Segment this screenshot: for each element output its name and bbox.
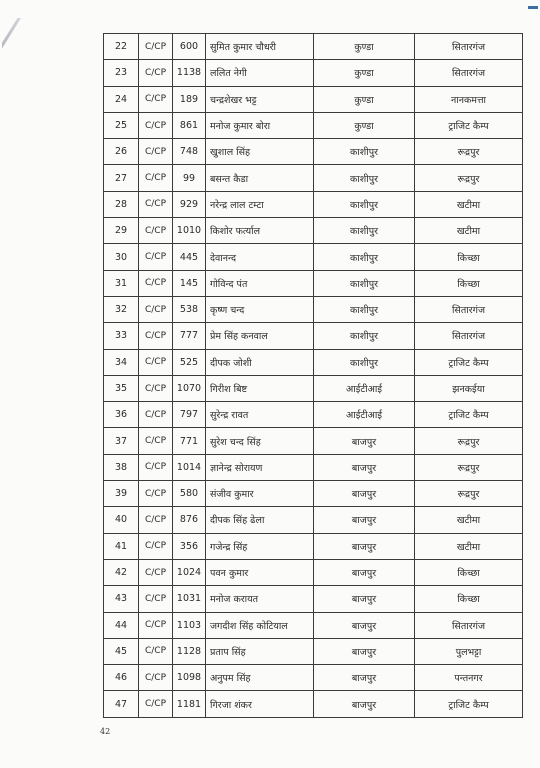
from-location-cell: काशीपुर [314,270,415,296]
serial-number-cell: 39 [104,481,139,507]
name-cell: सुरेश चन्द सिंह [206,428,314,454]
category-cell: C/CP [139,139,173,165]
table-row [104,533,523,559]
from-location-cell: कुण्डा [314,60,415,86]
category-cell: C/CP [139,428,173,454]
from-location-cell: काशीपुर [314,165,415,191]
from-location-cell: बाजपुर [314,665,415,691]
from-location-cell: बाजपुर [314,586,415,612]
serial-number-cell: 26 [104,139,139,165]
name-cell: गोविन्द पंत [206,270,314,296]
table-row [104,507,523,533]
category-cell: C/CP [139,586,173,612]
table-row [104,112,523,138]
badge-number-cell: 771 [173,428,206,454]
table-row [104,34,523,60]
badge-number-cell: 1014 [173,454,206,480]
to-location-cell: सितारगंज [415,612,523,638]
table-row [104,375,523,401]
category-cell: C/CP [139,533,173,559]
to-location-cell: रूद्रपुर [415,165,523,191]
table-row [104,60,523,86]
name-cell: गिरीश बिष्ट [206,375,314,401]
name-cell: पवन कुमार [206,559,314,585]
category-cell: C/CP [139,270,173,296]
category-cell: C/CP [139,691,173,717]
category-cell: C/CP [139,481,173,507]
to-location-cell: किच्छा [415,244,523,270]
category-cell: C/CP [139,244,173,270]
serial-number-cell: 38 [104,454,139,480]
to-location-cell: झनकईया [415,375,523,401]
to-location-cell: सितारगंज [415,34,523,60]
category-cell: C/CP [139,375,173,401]
category-cell: C/CP [139,612,173,638]
to-location-cell: किच्छा [415,559,523,585]
table-row [104,691,523,717]
serial-number-cell: 23 [104,60,139,86]
name-cell: सुरेन्द्र रावत [206,402,314,428]
badge-number-cell: 1010 [173,218,206,244]
serial-number-cell: 46 [104,665,139,691]
table-row [104,665,523,691]
name-cell: गिरजा शंकर [206,691,314,717]
badge-number-cell: 600 [173,34,206,60]
to-location-cell: खटीमा [415,507,523,533]
from-location-cell: बाजपुर [314,454,415,480]
serial-number-cell: 32 [104,296,139,322]
name-cell: प्रेम सिंह कनवाल [206,323,314,349]
from-location-cell: काशीपुर [314,218,415,244]
category-cell: C/CP [139,507,173,533]
badge-number-cell: 1098 [173,665,206,691]
category-cell: C/CP [139,112,173,138]
badge-number-cell: 777 [173,323,206,349]
table-row [104,612,523,638]
name-cell: कृष्ण चन्द [206,296,314,322]
to-location-cell: सितारगंज [415,323,523,349]
badge-number-cell: 356 [173,533,206,559]
to-location-cell: खटीमा [415,533,523,559]
category-cell: C/CP [139,323,173,349]
badge-number-cell: 1024 [173,559,206,585]
table-row [104,428,523,454]
table-row [104,244,523,270]
to-location-cell: पुलभट्टा [415,638,523,664]
serial-number-cell: 25 [104,112,139,138]
badge-number-cell: 145 [173,270,206,296]
name-cell: दीपक सिंह ढेला [206,507,314,533]
table-row [104,218,523,244]
name-cell: बसन्त कैडा [206,165,314,191]
from-location-cell: बाजपुर [314,691,415,717]
name-cell: सुमित कुमार चौधरी [206,34,314,60]
badge-number-cell: 580 [173,481,206,507]
badge-number-cell: 525 [173,349,206,375]
serial-number-cell: 30 [104,244,139,270]
from-location-cell: काशीपुर [314,139,415,165]
from-location-cell: बाजपुर [314,481,415,507]
serial-number-cell: 47 [104,691,139,717]
category-cell: C/CP [139,402,173,428]
table-body [104,34,523,718]
category-cell: C/CP [139,559,173,585]
to-location-cell: नानकमत्ता [415,86,523,112]
name-cell: नरेन्द्र लाल टम्टा [206,191,314,217]
to-location-cell: ट्राजिट कैम्प [415,349,523,375]
serial-number-cell: 45 [104,638,139,664]
table-row [104,402,523,428]
to-location-cell: खटीमा [415,218,523,244]
category-cell: C/CP [139,191,173,217]
category-cell: C/CP [139,86,173,112]
name-cell: दीपक जोशी [206,349,314,375]
name-cell: चन्द्रशेखर भट्ट [206,86,314,112]
badge-number-cell: 445 [173,244,206,270]
table-row [104,296,523,322]
from-location-cell: काशीपुर [314,296,415,322]
badge-number-cell: 1103 [173,612,206,638]
name-cell: गजेन्द्र सिंह [206,533,314,559]
from-location-cell: काशीपुर [314,244,415,270]
serial-number-cell: 24 [104,86,139,112]
category-cell: C/CP [139,34,173,60]
badge-number-cell: 99 [173,165,206,191]
to-location-cell: रूद्रपुर [415,454,523,480]
to-location-cell: रूद्रपुर [415,428,523,454]
serial-number-cell: 27 [104,165,139,191]
scan-edge-mark [2,18,48,110]
table-row [104,559,523,585]
table-row [104,638,523,664]
from-location-cell: बाजपुर [314,428,415,454]
serial-number-cell: 35 [104,375,139,401]
from-location-cell: बाजपुर [314,612,415,638]
badge-number-cell: 1181 [173,691,206,717]
page-number: 42 [100,727,111,736]
serial-number-cell: 37 [104,428,139,454]
to-location-cell: ट्राजिट कैम्प [415,691,523,717]
table-row [104,349,523,375]
name-cell: संजीव कुमार [206,481,314,507]
serial-number-cell: 31 [104,270,139,296]
table-row [104,191,523,217]
name-cell: अनुपम सिंह [206,665,314,691]
table-row [104,270,523,296]
badge-number-cell: 1031 [173,586,206,612]
category-cell: C/CP [139,665,173,691]
serial-number-cell: 29 [104,218,139,244]
name-cell: किशोर फर्त्याल [206,218,314,244]
from-location-cell: आईटीआई [314,375,415,401]
category-cell: C/CP [139,638,173,664]
serial-number-cell: 33 [104,323,139,349]
from-location-cell: बाजपुर [314,638,415,664]
serial-number-cell: 41 [104,533,139,559]
table-row [104,323,523,349]
to-location-cell: रूद्रपुर [415,481,523,507]
badge-number-cell: 929 [173,191,206,217]
category-cell: C/CP [139,454,173,480]
to-location-cell: सितारगंज [415,296,523,322]
serial-number-cell: 40 [104,507,139,533]
table-row [104,139,523,165]
to-location-cell: पन्तनगर [415,665,523,691]
badge-number-cell: 797 [173,402,206,428]
from-location-cell: बाजपुर [314,559,415,585]
name-cell: प्रताप सिंह [206,638,314,664]
badge-number-cell: 538 [173,296,206,322]
serial-number-cell: 44 [104,612,139,638]
name-cell: खुशाल सिंह [206,139,314,165]
badge-number-cell: 1138 [173,60,206,86]
table-row [104,454,523,480]
category-cell: C/CP [139,165,173,191]
serial-number-cell: 36 [104,402,139,428]
from-location-cell: बाजपुर [314,507,415,533]
category-cell: C/CP [139,349,173,375]
name-cell: देवानन्द [206,244,314,270]
from-location-cell: कुण्डा [314,34,415,60]
to-location-cell: ट्राजिट कैम्प [415,112,523,138]
badge-number-cell: 861 [173,112,206,138]
table-row [104,86,523,112]
to-location-cell: ट्राजिट कैम्प [415,402,523,428]
transfer-table [103,33,523,718]
from-location-cell: काशीपुर [314,349,415,375]
serial-number-cell: 22 [104,34,139,60]
name-cell: ज्ञानेन्द्र सोरायण [206,454,314,480]
to-location-cell: सितारगंज [415,60,523,86]
serial-number-cell: 42 [104,559,139,585]
name-cell: जगदीश सिंह कोटियाल [206,612,314,638]
serial-number-cell: 43 [104,586,139,612]
badge-number-cell: 1128 [173,638,206,664]
from-location-cell: काशीपुर [314,191,415,217]
corner-mark [528,6,538,9]
category-cell: C/CP [139,218,173,244]
table-row [104,586,523,612]
from-location-cell: बाजपुर [314,533,415,559]
from-location-cell: आईटीआई [314,402,415,428]
serial-number-cell: 28 [104,191,139,217]
category-cell: C/CP [139,296,173,322]
from-location-cell: कुण्डा [314,112,415,138]
name-cell: मनोज कुमार बोरा [206,112,314,138]
name-cell: ललित नेगी [206,60,314,86]
serial-number-cell: 34 [104,349,139,375]
badge-number-cell: 189 [173,86,206,112]
from-location-cell: काशीपुर [314,323,415,349]
badge-number-cell: 876 [173,507,206,533]
badge-number-cell: 748 [173,139,206,165]
to-location-cell: किच्छा [415,586,523,612]
table-row [104,481,523,507]
badge-number-cell: 1070 [173,375,206,401]
table-row [104,165,523,191]
category-cell: C/CP [139,60,173,86]
to-location-cell: किच्छा [415,270,523,296]
from-location-cell: कुण्डा [314,86,415,112]
name-cell: मनोज करायत [206,586,314,612]
to-location-cell: रूद्रपुर [415,139,523,165]
to-location-cell: खटीमा [415,191,523,217]
